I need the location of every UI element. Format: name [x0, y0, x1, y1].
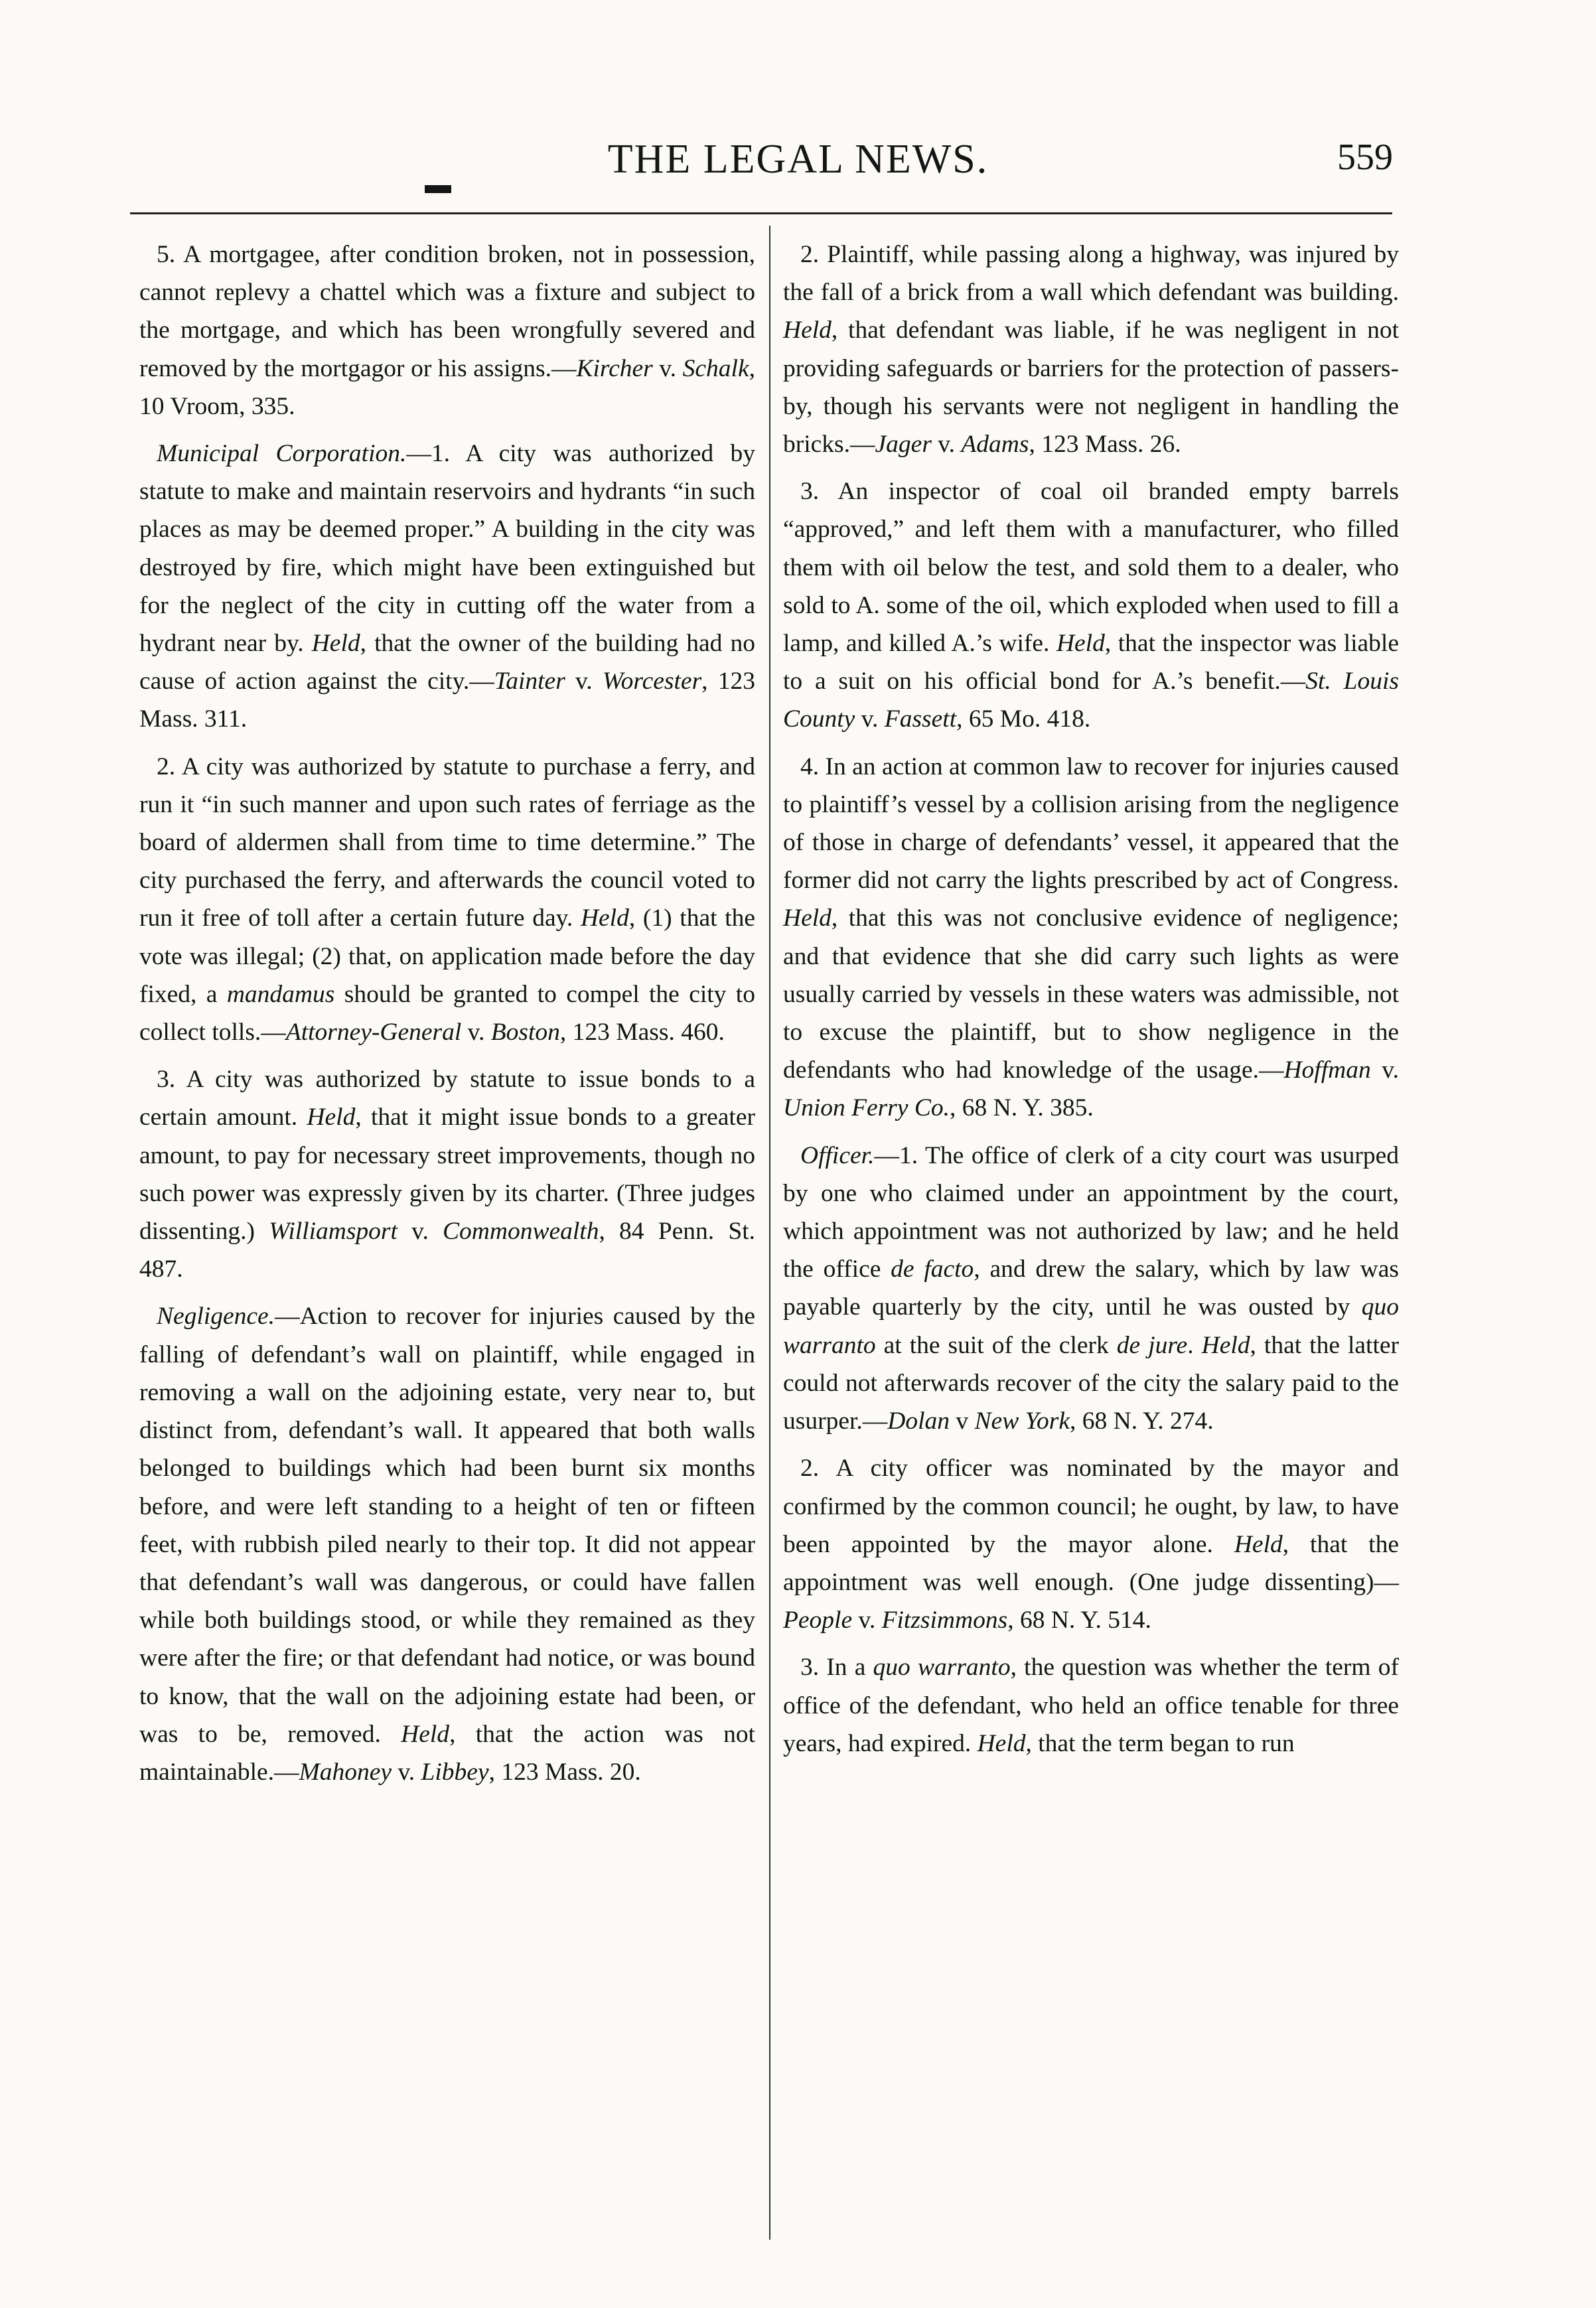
text-run: , that the action was not maintainable.— [139, 1720, 755, 1786]
text-run: , that defendant was liable, if he was negligent in not providing safeguards or barriers for the protection of passers-by, though his servants were not negligent in handling the bricks.— [783, 317, 1399, 459]
italic-text: Held [1201, 1331, 1250, 1359]
italic-text: Union Ferry Co. [783, 1094, 950, 1122]
paragraph [783, 748, 1399, 1127]
paragraph [783, 472, 1399, 738]
italic-text: Held [311, 630, 360, 658]
page-number: 559 [1337, 137, 1393, 178]
text-run: 3. A city was authorized by statute to issue bonds to a certain amount. [139, 1066, 755, 1131]
text-run: 2. A city officer was nominated by the mayor and confirmed by the common council; he ought, by law, to have been appointed by the mayor alone. [783, 1455, 1399, 1558]
italic-text: Held [977, 1729, 1026, 1757]
text-run: —1. A city was authorized by statute to make and maintain reservoirs and hydrants “in such places as may be deemed proper.” A building in the city was destroyed by fire, which might have been extinguished but for the neglect of the city in cutting off the water from a hydrant near by. [139, 440, 755, 658]
italic-text: Hoffman [1283, 1056, 1371, 1084]
italic-text: Jager [875, 431, 932, 459]
paragraph [783, 1449, 1399, 1639]
italic-text: Libbey [421, 1758, 489, 1786]
italic-text: St. Louis County [783, 668, 1399, 733]
italic-text: Tainter [494, 668, 565, 695]
text-run: , that the appointment was well enough. (One judge dissenting)— [783, 1530, 1399, 1596]
italic-text: de jure [1116, 1331, 1188, 1359]
paragraph [783, 236, 1399, 463]
text-run: , 123 Mass. 460. [559, 1019, 725, 1046]
italic-text: Negligence. [157, 1303, 275, 1331]
text-run: v. [931, 431, 962, 459]
text-run: , 10 Vroom, 335. [139, 354, 755, 420]
italic-text: Officer. [800, 1141, 875, 1169]
text-run: v. [565, 668, 603, 695]
text-run: , that this was not conclusive evidence of negligence; and that evidence that she did carry such lights as were usually carried by vessels in these waters was admissible, not to excuse the plaintiff, but to show negligence in the defendants who had knowledge of the usage.— [783, 904, 1399, 1084]
italic-text: Dolan [887, 1407, 950, 1435]
italic-text: Mahoney [299, 1758, 392, 1786]
italic-text: People [783, 1607, 853, 1634]
italic-text: Held [307, 1104, 356, 1131]
text-run: , 68 N. Y. 274. [1069, 1407, 1214, 1435]
text-run: —1. The office of clerk of a city court was usurped by one who claimed under an appointment by the court, which appointment was not authorized by law; and he held the office [783, 1141, 1399, 1283]
text-run: v. [852, 1607, 882, 1634]
column-divider [769, 226, 770, 2240]
text-run: . [1187, 1331, 1202, 1359]
text-run: , (1) that the vote was illegal; (2) that, on application made before the day fixed, a [139, 904, 755, 1008]
italic-text: Schalk [682, 354, 749, 382]
paragraph [139, 435, 755, 739]
italic-text: Fassett [884, 705, 957, 733]
text-run: , 68 N. Y. 385. [950, 1094, 1094, 1122]
italic-text: Commonwealth [443, 1218, 599, 1246]
text-run: v. [392, 1758, 421, 1786]
text-run: , 65 Mo. 418. [956, 705, 1091, 733]
italic-text: de facto [891, 1256, 974, 1283]
text-run: 2. Plaintiff, while passing along a highway, was injured by the fall of a brick from a wall which defendant was building. [783, 241, 1399, 307]
paragraph [783, 1137, 1399, 1441]
paragraph [139, 1060, 755, 1288]
text-run: v. [652, 354, 683, 382]
text-run: , 84 Penn. St. 487. [139, 1218, 755, 1283]
text-run: , that the inspector was liable to a suit on his official bond for A.’s benefit.— [783, 630, 1399, 695]
italic-text: Held [783, 317, 832, 344]
italic-text: quo warranto [783, 1293, 1399, 1359]
italic-text: Held [580, 904, 629, 932]
text-run: 2. A city was authorized by statute to purchase a ferry, and run it “in such manner and upon such rates of ferriage as the board of aldermen shall from time to time determine.” The city purchased the ferry, and afterwards the council voted to run it free of toll after a certain future day. [139, 753, 755, 932]
italic-text: Adams [961, 431, 1029, 459]
text-run: 3. In a [800, 1654, 873, 1682]
paragraph [139, 748, 755, 1052]
text-run: v. [855, 705, 885, 733]
italic-text: Worcester [602, 668, 702, 695]
paragraph [139, 236, 755, 425]
paragraph [783, 1648, 1399, 1763]
running-title: THE LEGAL NEWS. [607, 137, 989, 182]
text-run: 3. An inspector of coal oil branded empty barrels “approved,” and left them with a manufacturer, who filled them with oil below the test, and sold them to a dealer, who sold to A. some of the oil, which exploded when used to fill a lamp, and killed A.’s wife. [783, 478, 1399, 658]
text-run: v [950, 1407, 975, 1435]
left-column [139, 236, 755, 1800]
text-run: , 123 Mass. 311. [139, 668, 755, 733]
italic-text: Municipal Corporation. [157, 440, 407, 468]
italic-text: Held [783, 904, 832, 932]
italic-text: Held [1234, 1530, 1283, 1558]
text-run: at the suit of the clerk [875, 1331, 1117, 1359]
text-run: , 68 N. Y. 514. [1007, 1607, 1151, 1634]
italic-text: Williamsport [269, 1218, 398, 1246]
text-run: , that the term began to run [1025, 1729, 1295, 1757]
text-run: should be granted to compel the city to collect tolls.— [139, 980, 755, 1046]
text-run: , that it might issue bonds to a greater amount, to pay for necessary street improvements, though no such power was expressly given by its charter. (Three judges dissenting.) [139, 1104, 755, 1246]
italic-text: quo warranto [873, 1654, 1011, 1682]
italic-text: Held [401, 1720, 450, 1748]
italic-text: Kircher [576, 354, 653, 382]
text-run: 4. In an action at common law to recover for injuries caused to plaintiff’s vessel by a collision arising from the negligence of those in charge of defendants’ vessel, it appeared that the former did not carry the lights prescribed by act of Congress. [783, 753, 1399, 895]
text-run: , that the owner of the building had no cause of action against the city.— [139, 630, 755, 695]
header-rule [130, 212, 1392, 214]
italic-text: New York [974, 1407, 1070, 1435]
italic-text: Attorney-General [285, 1019, 462, 1046]
right-column [783, 236, 1399, 1772]
text-run: —Action to recover for injuries caused by the falling of defendant’s wall on plaintiff, while engaged in removing a wall on the adjoining estate, very near to, but distinct from, defendant’s wall. It appeared that both walls belonged to buildings which had been burnt six months before, and were left standing to a height of ten or fifteen feet, with rubbish piled nearly to their top. It did not appear that defendant’s wall was dangerous, or could have fallen while both buildings stood, or while they remained as they were after the fire; or that defendant had notice, or was bound to know, that the wall on the adjoining estate had been, or was to be, removed. [139, 1303, 755, 1748]
italic-text: Fitzsimmons [881, 1607, 1008, 1634]
paragraph [139, 1297, 755, 1791]
text-run: v. [1370, 1056, 1399, 1084]
italic-text: mandamus [226, 980, 335, 1008]
text-run: , that the latter could not afterwards recover of the city the salary paid to the usurper.— [783, 1331, 1400, 1435]
text-run: 5. A mortgagee, after condition broken, not in possession, cannot replevy a chattel which was a fixture and subject to the mortgage, and which has been wrongfully severed and removed by the mortgagor or his assigns.— [139, 241, 755, 382]
italic-text: Held [1056, 630, 1105, 658]
header-mark: ▬ [425, 169, 451, 199]
text-run: , and drew the salary, which by law was payable quarterly by the city, until he was ousted by [783, 1256, 1399, 1321]
italic-text: Boston [490, 1019, 560, 1046]
text-run: v. [397, 1218, 443, 1246]
text-run: , the question was whether the term of office of the defendant, who held an office tenable for three years, had expired. [783, 1654, 1399, 1757]
text-run: , 123 Mass. 20. [488, 1758, 641, 1786]
text-run: v. [461, 1019, 491, 1046]
text-run: , 123 Mass. 26. [1029, 431, 1181, 459]
